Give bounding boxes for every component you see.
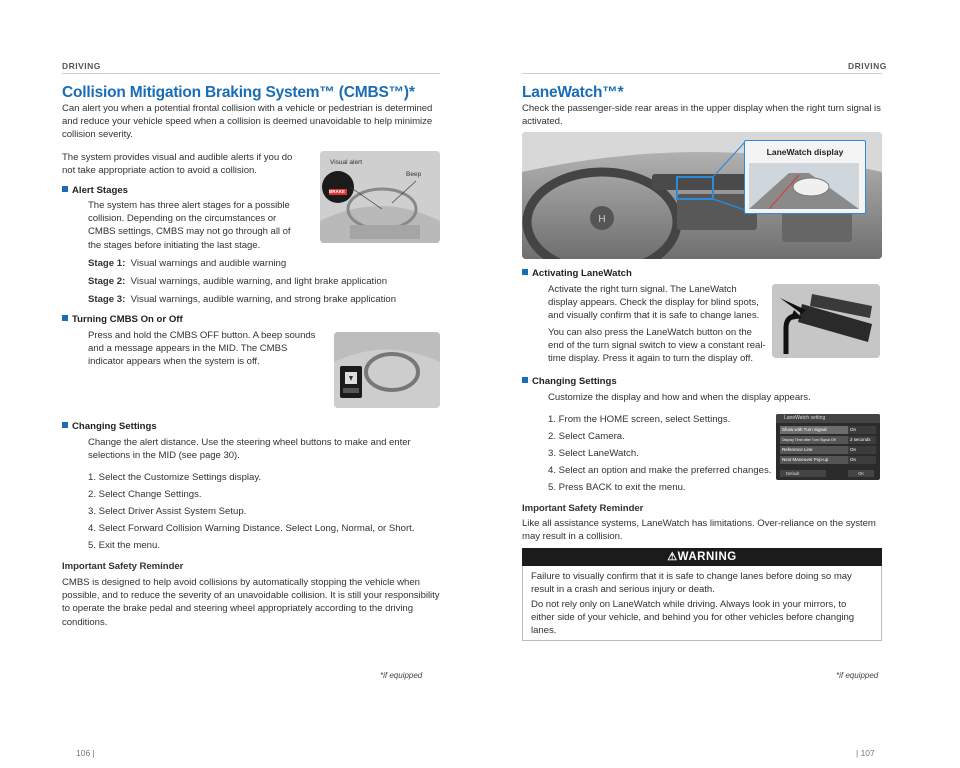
dashboard-image: [522, 132, 882, 259]
screen-row-3-label: Reference Line: [780, 446, 848, 454]
cmbs-title: Collision Mitigation Braking System™ (CMBS™)*: [62, 84, 415, 101]
cmbs-visual-para: The system provides visual and audible alerts if you do not take appropriate action to avoid a collision.: [62, 152, 293, 177]
turning-text: Press and hold the CMBS OFF button. A beep sounds and a message appears in the MID. The CMBS indicator appears when the system is off.: [88, 330, 316, 368]
visual-alert-image: [320, 151, 440, 243]
warning-label: WARNING: [677, 551, 737, 563]
left-step-2: 2. Select Change Settings.: [88, 489, 202, 500]
left-step-5: 5. Exit the menu.: [88, 540, 160, 551]
lanewatch-callout: [744, 140, 866, 214]
right-step-1: 1. From the HOME screen, select Settings.: [548, 414, 731, 425]
lanewatch-intro: Check the passenger-side rear areas in the upper display when the right turn signal is activated.: [522, 103, 881, 128]
left-changing-text: Change the alert distance. Use the steering wheel buttons to make and enter selections in the MID (see page 30).: [88, 437, 411, 462]
right-step-2: 2. Select Camera.: [548, 431, 625, 442]
stage-2: Stage 2: Visual warnings, audible warning, and light brake application: [88, 276, 388, 287]
alert-stages-text: The system has three alert stages for a possible collision. Depending on the circumstances or CMBS settings, CMBS may not go through all of the stages before initiating the last stage.: [88, 200, 291, 251]
screen-ok-button: OK: [848, 470, 874, 477]
cmbs-intro: Can alert you when a potential frontal collision with a vehicle or pedestrian is determined and reduce your vehicle speed when a collision is deemed unavoidable to help minimize collision severity.: [62, 103, 433, 141]
left-step-4: 4. Select Forward Collision Warning Distance. Select Long, Normal, or Short.: [88, 523, 415, 534]
left-footnote: *if equipped: [380, 671, 423, 680]
visual-alert-label: Visual alert: [330, 159, 363, 166]
screen-default-button: Default: [780, 470, 826, 477]
lanewatch-title: LaneWatch™*: [522, 84, 624, 101]
screen-row-4-label: Next Maneuver Pop-up: [780, 456, 848, 464]
screen-row-2-label: Display Time after Turn Signal Off: [780, 436, 848, 444]
warning-p1: Failure to visually confirm that it is safe to change lanes before doing so may result in a crash and serious injury or death.: [531, 571, 852, 596]
stage-3: Stage 3: Visual warnings, audible warning, and strong brake application: [88, 294, 397, 305]
lanewatch-callout-label: LaneWatch display: [766, 147, 844, 157]
stage-1: Stage 1: Visual warnings and audible warning: [88, 258, 287, 269]
turning-head: Turning CMBS On or Off: [76, 314, 183, 325]
activating-head: Activating LaneWatch: [536, 268, 632, 279]
right-changing-head: Changing Settings: [536, 376, 617, 387]
right-header-rule: [522, 73, 882, 74]
activating-p1: Activate the right turn signal. The LaneWatch display appears. Check the display for blind spots, and visually confirm that it is safe to change lanes.: [548, 284, 760, 322]
cmbs-button-image: [334, 332, 440, 408]
right-section-head: DRIVING: [848, 61, 887, 71]
left-changing-head: Changing Settings: [76, 421, 157, 432]
screen-title: LaneWatch setting: [776, 414, 880, 423]
right-reminder-head: Important Safety Reminder: [522, 503, 644, 514]
right-step-3: 3. Select LaneWatch.: [548, 448, 639, 459]
right-reminder-text: Like all assistance systems, LaneWatch has limitations. Over-reliance on the system may result in a collision.: [522, 518, 876, 543]
left-reminder-head: Important Safety Reminder: [62, 561, 184, 572]
brake-label: BRAKE: [329, 189, 346, 194]
lanewatch-settings-screen: [776, 414, 880, 480]
left-page-number: 106 |: [76, 748, 95, 758]
right-step-5: 5. Press BACK to exit the menu.: [548, 482, 686, 493]
turn-signal-image: [772, 284, 880, 358]
beep-label: Beep: [406, 171, 422, 178]
screen-row-1-label: Show with Turn Signal: [780, 426, 848, 434]
activating-p2: You can also press the LaneWatch button on the end of the turn signal switch to view a constant real-time display. Press it again to turn the display off.: [548, 327, 766, 365]
warning-icon: ⚠: [667, 551, 678, 563]
right-footnote: *if equipped: [836, 671, 879, 680]
left-section-head: DRIVING: [62, 61, 101, 71]
left-step-1: 1. Select the Customize Settings display.: [88, 472, 262, 483]
left-reminder-text: CMBS is designed to help avoid collisions by automatically stopping the vehicle when possible, and to reduce the severity of an unavoidable collision. It is still your responsibility to operate the brake pedal and steering wheel appropriately according to the driving conditions.: [62, 577, 440, 628]
left-header-rule: [62, 73, 440, 74]
right-page-number: | 107: [856, 748, 875, 758]
right-changing-text: Customize the display and how and when the display appears.: [548, 392, 811, 403]
alert-stages-head: Alert Stages: [76, 185, 128, 196]
svg-text:H: H: [598, 214, 606, 225]
left-step-3: 3. Select Driver Assist System Setup.: [88, 506, 247, 517]
right-step-4: 4. Select an option and make the preferred changes.: [548, 465, 772, 476]
screen-row-2-value: 2 seconds: [848, 436, 876, 444]
screen-row-1-value: On: [848, 426, 876, 434]
warning-p2: Do not rely only on LaneWatch while driving. Always look in your mirrors, to either side of your vehicle, and behind you for other vehicles before changing lanes.: [531, 599, 855, 637]
screen-row-3-value: On: [848, 446, 876, 454]
warning-bar: [522, 548, 882, 566]
screen-row-4-value: On: [848, 456, 876, 464]
